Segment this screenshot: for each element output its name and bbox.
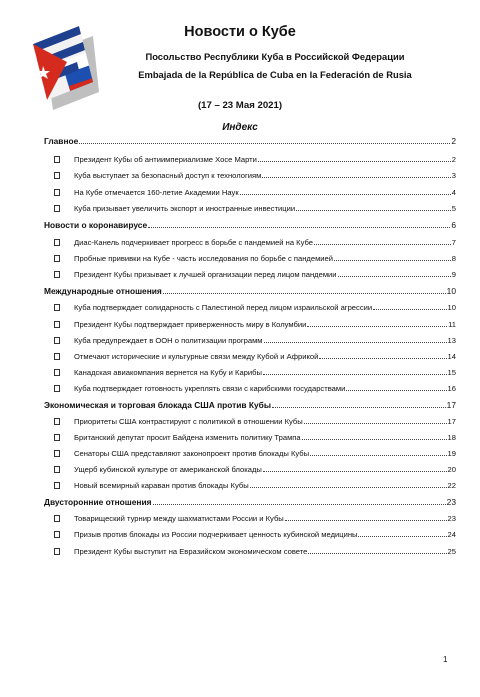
checkbox-bullet-icon [54,418,60,425]
toc-entry-label: Куба предупреждает в ООН о политизации программ [74,336,263,345]
toc-entry-page: 10 [446,286,456,296]
dot-leader [264,335,447,343]
checkbox-bullet-icon [54,450,60,457]
toc-entry-page: 16 [447,384,456,393]
toc-section-entry[interactable] [44,220,456,230]
index-heading: Индекс [222,122,258,133]
embassy-name-spanish: Embajada de la República de Cuba en la Federación de Rusia [138,69,412,80]
dot-leader [338,269,451,277]
toc-item-entry[interactable] [44,383,456,394]
toc-item-entry[interactable] [44,335,456,346]
toc-entry-page: 11 [448,320,456,329]
toc-entry-label: Куба призывает увеличить экспорт и иностранные инвестиции [74,204,296,213]
toc-entry-label: Пробные прививки на Кубе - часть исследования по борьбе с пандемией [74,254,334,263]
dot-leader [148,220,450,228]
dot-leader [310,448,446,456]
toc-entry-page: 14 [447,352,456,361]
dot-leader [307,319,447,327]
toc-entry-page: 9 [451,270,456,279]
toc-item-entry[interactable] [44,269,456,280]
dot-leader [296,203,451,211]
toc-entry-page: 6 [451,220,456,230]
document-title: Новости о Кубе [184,24,296,40]
dot-leader [302,432,447,440]
toc-entry-label: Приоритеты США контрастируют с политикой в отношении Кубы [74,417,303,426]
toc-entry-label: Президент Кубы об антиимпериализме Хосе Марти [74,155,257,164]
dot-leader [258,154,451,162]
checkbox-bullet-icon [54,548,60,555]
dot-leader [304,416,447,424]
toc-entry-label: Двусторонние отношения [44,497,152,507]
toc-item-entry[interactable] [44,154,456,165]
checkbox-bullet-icon [54,156,60,163]
checkbox-bullet-icon [54,239,60,246]
checkbox-bullet-icon [54,385,60,392]
toc-entry-label: Главное [44,136,79,146]
toc-item-entry[interactable] [44,546,456,557]
checkbox-bullet-icon [54,531,60,538]
toc-item-entry[interactable] [44,237,456,248]
checkbox-bullet-icon [54,353,60,360]
dot-leader [272,400,446,408]
toc-entry-label: Призыв против блокады из России подчеркивает ценность кубинской медицины [74,530,358,539]
toc-section-entry[interactable] [44,286,456,296]
checkbox-bullet-icon [54,337,60,344]
date-range: (17 – 23 Мая 2021) [197,100,283,111]
toc-entry-label: Президент Кубы подтверждает приверженность миру в Колумбии [74,320,307,329]
toc-item-entry[interactable] [44,432,456,443]
checkbox-bullet-icon [54,255,60,262]
toc-entry-page: 7 [451,238,456,247]
dot-leader [334,253,451,261]
toc-entry-label: Отмечают исторические и культурные связи между Кубой и Африкой [74,352,319,361]
toc-entry-page: 2 [451,155,456,164]
toc-item-entry[interactable] [44,253,456,264]
toc-entry-page: 17 [447,417,456,426]
toc-entry-page: 13 [447,336,456,345]
toc-entry-page: 23 [446,497,456,507]
toc-item-entry[interactable] [44,529,456,540]
toc-entry-label: Куба подтверждает солидарность с Палестиной перед лицом израильской агрессии [74,303,373,312]
toc-entry-page: 15 [447,368,456,377]
dot-leader [308,546,446,554]
toc-item-entry[interactable] [44,448,456,459]
toc-entry-page: 5 [451,204,456,213]
toc-entry-label: Экономическая и торговая блокада США против Кубы [44,400,271,410]
toc-entry-label: На Кубе отмечается 160-летие Академии Наук [74,188,239,197]
embassy-name-russian: Посольство Республики Куба в Российской Федерации [145,51,405,62]
toc-item-entry[interactable] [44,367,456,378]
dot-leader [319,351,446,359]
toc-entry-label: Президент Кубы выступит на Евразийском экономическом совете [74,547,308,556]
toc-item-entry[interactable] [44,187,456,198]
toc-entry-label: Международные отношения [44,286,162,296]
checkbox-bullet-icon [54,434,60,441]
toc-section-entry[interactable] [44,136,456,146]
toc-entry-label: Новости о коронавирусе [44,220,148,230]
dot-leader [346,383,446,391]
checkbox-bullet-icon [54,271,60,278]
toc-item-entry[interactable] [44,464,456,475]
toc-entry-page: 20 [447,465,456,474]
checkbox-bullet-icon [54,205,60,212]
dot-leader [250,480,447,488]
checkbox-bullet-icon [54,466,60,473]
toc-item-entry[interactable] [44,513,456,524]
dot-leader [262,170,450,178]
toc-entry-label: Сенаторы США представляют законопроект против блокады Кубы [74,449,310,458]
toc-entry-label: Товарищеский турнир между шахматистами России и Кубы [74,514,284,523]
dot-leader [373,302,446,310]
toc-item-entry[interactable] [44,302,456,313]
dot-leader [153,497,446,505]
toc-entry-label: Президент Кубы призывает к лучшей организации перед лицом пандемии [74,270,337,279]
toc-entry-page: 25 [447,547,456,556]
toc-item-entry[interactable] [44,203,456,214]
toc-entry-page: 19 [447,449,456,458]
toc-entry-page: 22 [447,481,456,490]
toc-entry-label: Новый всемирный караван против блокады Кубы [74,481,249,490]
toc-entry-label: Диас-Канель подчеркивает прогресс в борьбе с пандемией на Кубе [74,238,313,247]
toc-entry-label: Куба выступает за безопасный доступ к технологиям [74,171,262,180]
toc-entry-page: 24 [447,530,456,539]
dot-leader [263,367,447,375]
toc-entry-label: Куба подтверждает готовность укреплять связи с карибскими государствами [74,384,346,393]
toc-entry-page: 3 [451,171,456,180]
toc-entry-page: 18 [447,433,456,442]
dot-leader [285,513,447,521]
checkbox-bullet-icon [54,515,60,522]
checkbox-bullet-icon [54,369,60,376]
toc-entry-label: Британский депутат просит Байдена изменить политику Трампа [74,433,301,442]
toc-section-entry[interactable] [44,400,456,410]
dot-leader [240,187,451,195]
dot-leader [358,529,446,537]
toc-item-entry[interactable] [44,351,456,362]
toc-item-entry[interactable] [44,416,456,427]
toc-entry-label: Канадская авиакомпания вернется на Кубу и Карибы [74,368,262,377]
toc-entry-page: 23 [447,514,456,523]
toc-entry-page: 4 [451,188,456,197]
checkbox-bullet-icon [54,172,60,179]
toc-entry-label: Ущерб кубинской культуре от американской блокады [74,465,262,474]
toc-item-entry[interactable] [44,480,456,491]
checkbox-bullet-icon [54,482,60,489]
dot-leader [314,237,451,245]
toc-entry-page: 10 [447,303,456,312]
dot-leader [79,136,450,144]
toc-item-entry[interactable] [44,170,456,181]
toc-entry-page: 8 [451,254,456,263]
checkbox-bullet-icon [54,304,60,311]
dot-leader [263,464,447,472]
toc-entry-page: 17 [446,400,456,410]
checkbox-bullet-icon [54,189,60,196]
dot-leader [163,286,446,294]
toc-section-entry[interactable] [44,497,456,507]
checkbox-bullet-icon [54,321,60,328]
page-number: 1 [443,655,448,664]
toc-item-entry[interactable] [44,319,456,330]
toc-entry-page: 2 [451,136,456,146]
